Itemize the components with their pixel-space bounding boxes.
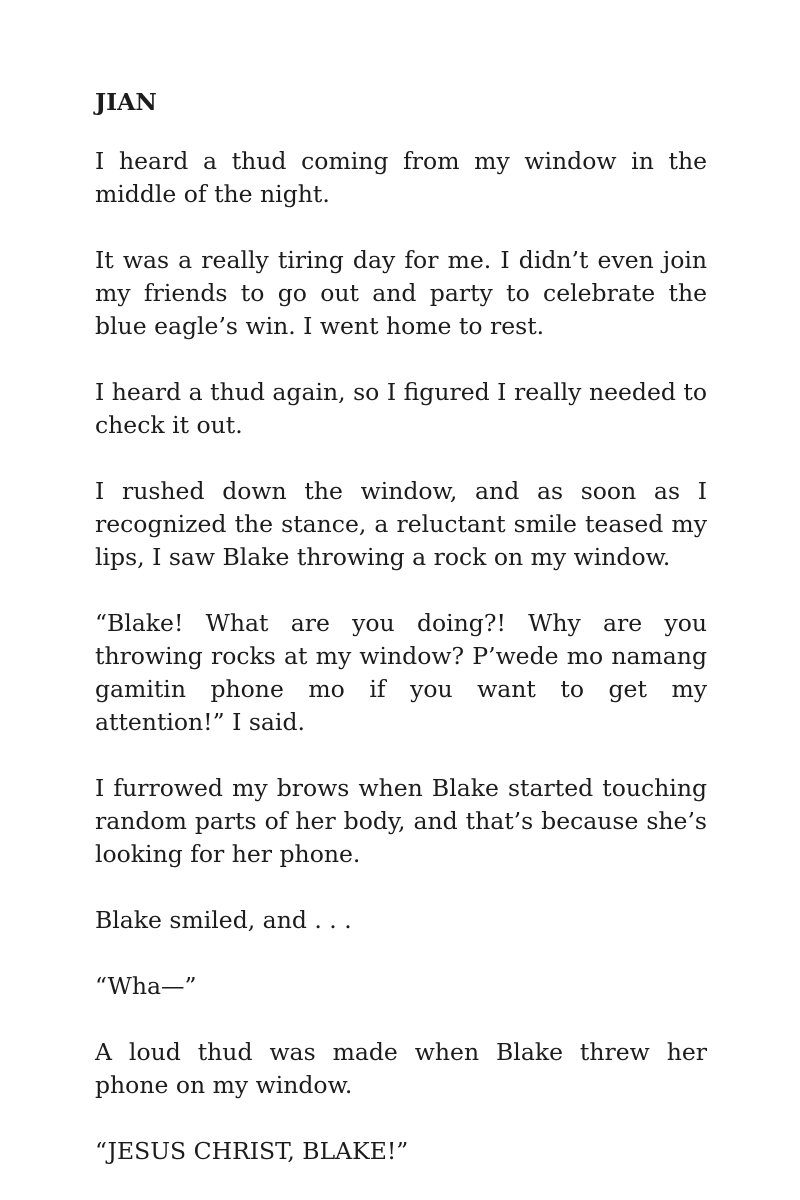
paragraph: I rushed down the window, and as soon as I recognized the stance, a reluctant smile teased my lips, I saw Blake throwing a rock on my window.	[95, 477, 707, 571]
paragraph: Blake smiled, and . . .	[95, 906, 352, 934]
paragraph: I heard a thud again, so I figured I really needed to check it out.	[95, 378, 707, 439]
paragraph: “Wha—”	[95, 972, 197, 1000]
paragraph: I furrowed my brows when Blake started touching random parts of her body, and that’s because she’s looking for her phone.	[95, 774, 707, 868]
paragraph: I heard a thud coming from my window in the middle of the night.	[95, 147, 707, 208]
paragraph: It was a really tiring day for me. I didn’t even join my friends to go out and party to celebrate the blue eagle’s win. I went home to rest.	[95, 246, 707, 340]
paragraph: A loud thud was made when Blake threw her phone on my window.	[95, 1038, 707, 1099]
book-page	[95, 86, 707, 1168]
chapter-heading: JIAN	[95, 88, 157, 116]
paragraph: “Blake! What are you doing?! Why are you throwing rocks at my window? P’wede mo namang gamitin phone mo if you want to get my attention!” I said.	[95, 609, 707, 736]
paragraph: “JESUS CHRIST, BLAKE!”	[95, 1137, 409, 1165]
